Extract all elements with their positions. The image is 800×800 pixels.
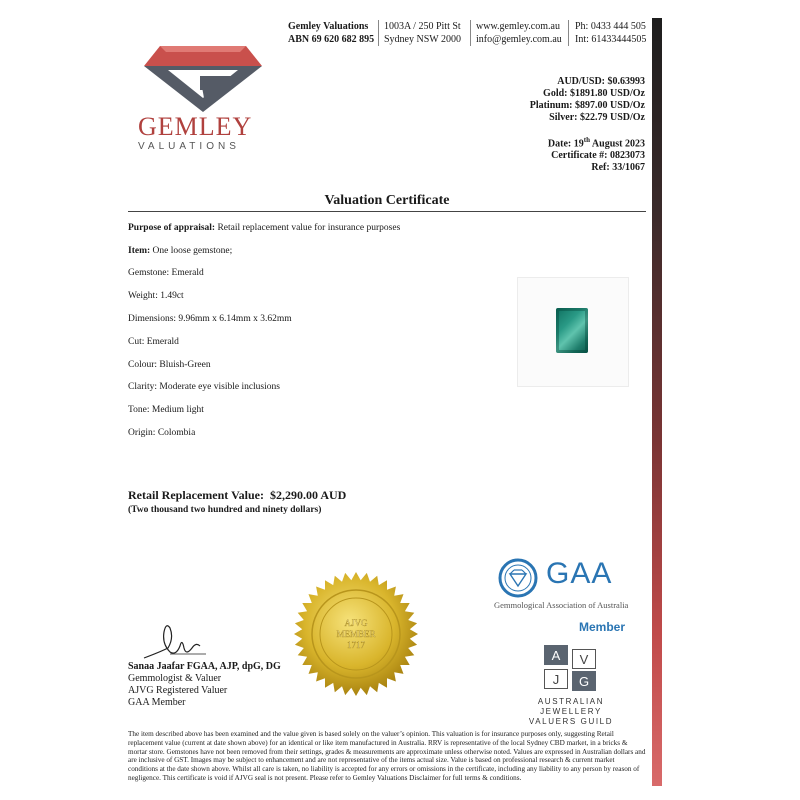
gaa-full-name: Gemmological Association of Australia: [494, 600, 629, 610]
certificate-number: Certificate #: 0823073: [551, 150, 645, 162]
cut-field: Cut: Emerald: [128, 337, 179, 347]
purpose-value: Retail replacement value for insurance purposes: [217, 223, 401, 233]
ajvg-letter: G: [572, 671, 596, 691]
date-day: 19: [573, 138, 584, 150]
logo-wordmark: GEMLEY: [138, 112, 253, 141]
silver-rate: Silver: $22.79 USD/Oz: [549, 112, 645, 123]
gaa-wordmark: GAA: [546, 557, 613, 590]
header-phone-block: [575, 20, 646, 46]
logo-subtitle: VALUATIONS: [138, 141, 240, 152]
title-underline: [128, 211, 646, 212]
retail-replacement-value: [128, 488, 346, 503]
ajvg-member-seal-icon: [293, 571, 419, 697]
certificate-date: [548, 134, 645, 150]
signature: [140, 618, 210, 664]
purpose-row: [128, 223, 400, 233]
item-label: Item:: [128, 246, 151, 256]
website-link[interactable]: www.gemley.com.au: [476, 21, 560, 32]
ajvg-letter: J: [544, 669, 568, 689]
platinum-rate: Platinum: $897.00 USD/Oz: [529, 100, 645, 111]
colour-field: Colour: Bluish-Green: [128, 360, 211, 370]
decorative-side-bar: [652, 18, 662, 786]
header-company-block: [288, 20, 374, 46]
market-rates: [530, 76, 645, 124]
item-value: One loose gemstone;: [152, 246, 233, 256]
header-divider: [568, 20, 569, 46]
certificate-meta: [548, 134, 645, 174]
address-line-1: 1003A / 250 Pitt St: [384, 21, 461, 32]
disclaimer-text: The item described above has been examined and the value given is based solely on the valuer’s opinion. This valuation is for insurance purposes only, suggesting Retail replacement value (current at date shown above) for an identical or like item manufactured in Australia. RRV is representative of the local Sydney CBD market, in a bricks & mortar store. Gemstones have not been removed from their settings, grades & measurements are approximate unless otherwise noted. Values are expressed in Australian dollars and are inclusive of GST. Images may be subject to enhancement and are not representative of the items actual size. Value is based on professional research & current market conditions at the date shown above. Whilst all care is taken, no liability is accepted for any errors or omissions in the certificate, including any liability to any person by reason of negligence. This certificate is void if AJVG seal is not present. Please refer to Gemley Valuations Disclaimer for full terms & conditions.: [128, 730, 646, 782]
intl-phone-number: Int: 61433444505: [575, 34, 647, 45]
tone-field: Tone: Medium light: [128, 405, 204, 415]
company-name: Gemley Valuations: [288, 21, 369, 32]
clarity-field: Clarity: Moderate eye visible inclusions: [128, 382, 280, 392]
purpose-label: Purpose of appraisal:: [128, 223, 216, 233]
gaa-member-label: Member: [579, 620, 626, 634]
signer-role: GAA Member: [128, 697, 186, 708]
phone-number: Ph: 0433 444 505: [575, 21, 646, 32]
ajvg-full-name: [506, 697, 636, 727]
signer-name: Sanaa Jaafar FGAA, AJP, dpG, DG: [128, 661, 281, 672]
ajvg-name-line: VALUERS GUILD: [528, 717, 614, 726]
svg-text:1717: 1717: [347, 640, 365, 650]
dimensions-field: Dimensions: 9.96mm x 6.14mm x 3.62mm: [128, 314, 292, 324]
ajvg-name-line: AUSTRALIAN JEWELLERY: [537, 697, 605, 716]
item-row: [128, 246, 232, 256]
date-month-year: August 2023: [591, 138, 645, 150]
page-title: Valuation Certificate: [324, 193, 450, 208]
gemstone-field: Gemstone: Emerald: [128, 268, 204, 278]
header-web-block: [476, 20, 562, 46]
signer-block: [128, 661, 281, 709]
emerald-gem-image: [556, 308, 588, 353]
header-divider: [470, 20, 471, 46]
email-link[interactable]: info@gemley.com.au: [476, 34, 562, 45]
value-label: Retail Replacement Value:: [128, 488, 264, 502]
ajvg-logo: [544, 645, 598, 691]
value-amount: $2,290.00 AUD: [269, 488, 347, 502]
company-abn: ABN 69 620 682 895: [288, 34, 375, 45]
origin-field: Origin: Colombia: [128, 428, 196, 438]
gemstone-photo: [517, 277, 629, 387]
ajvg-letter: V: [572, 649, 596, 669]
signer-role: AJVG Registered Valuer: [128, 685, 228, 696]
reference-number: Ref: 33/1067: [591, 162, 645, 174]
aud-usd-rate: AUD/USD: $0.63993: [557, 76, 645, 87]
date-suffix: th: [583, 136, 590, 144]
address-line-2: Sydney NSW 2000: [384, 34, 462, 45]
gold-rate: Gold: $1891.80 USD/Oz: [543, 88, 645, 99]
svg-text:MEMBER: MEMBER: [336, 629, 376, 639]
date-label: Date:: [547, 138, 572, 150]
header-address-block: [384, 20, 461, 46]
value-in-words: (Two thousand two hundred and ninety dollars): [128, 505, 322, 515]
signer-role: Gemmologist & Valuer: [128, 673, 222, 684]
header-divider: [378, 20, 379, 46]
weight-field: Weight: 1.49ct: [128, 291, 184, 301]
ajvg-letter: A: [544, 645, 568, 665]
svg-text:AJVG: AJVG: [344, 618, 368, 628]
